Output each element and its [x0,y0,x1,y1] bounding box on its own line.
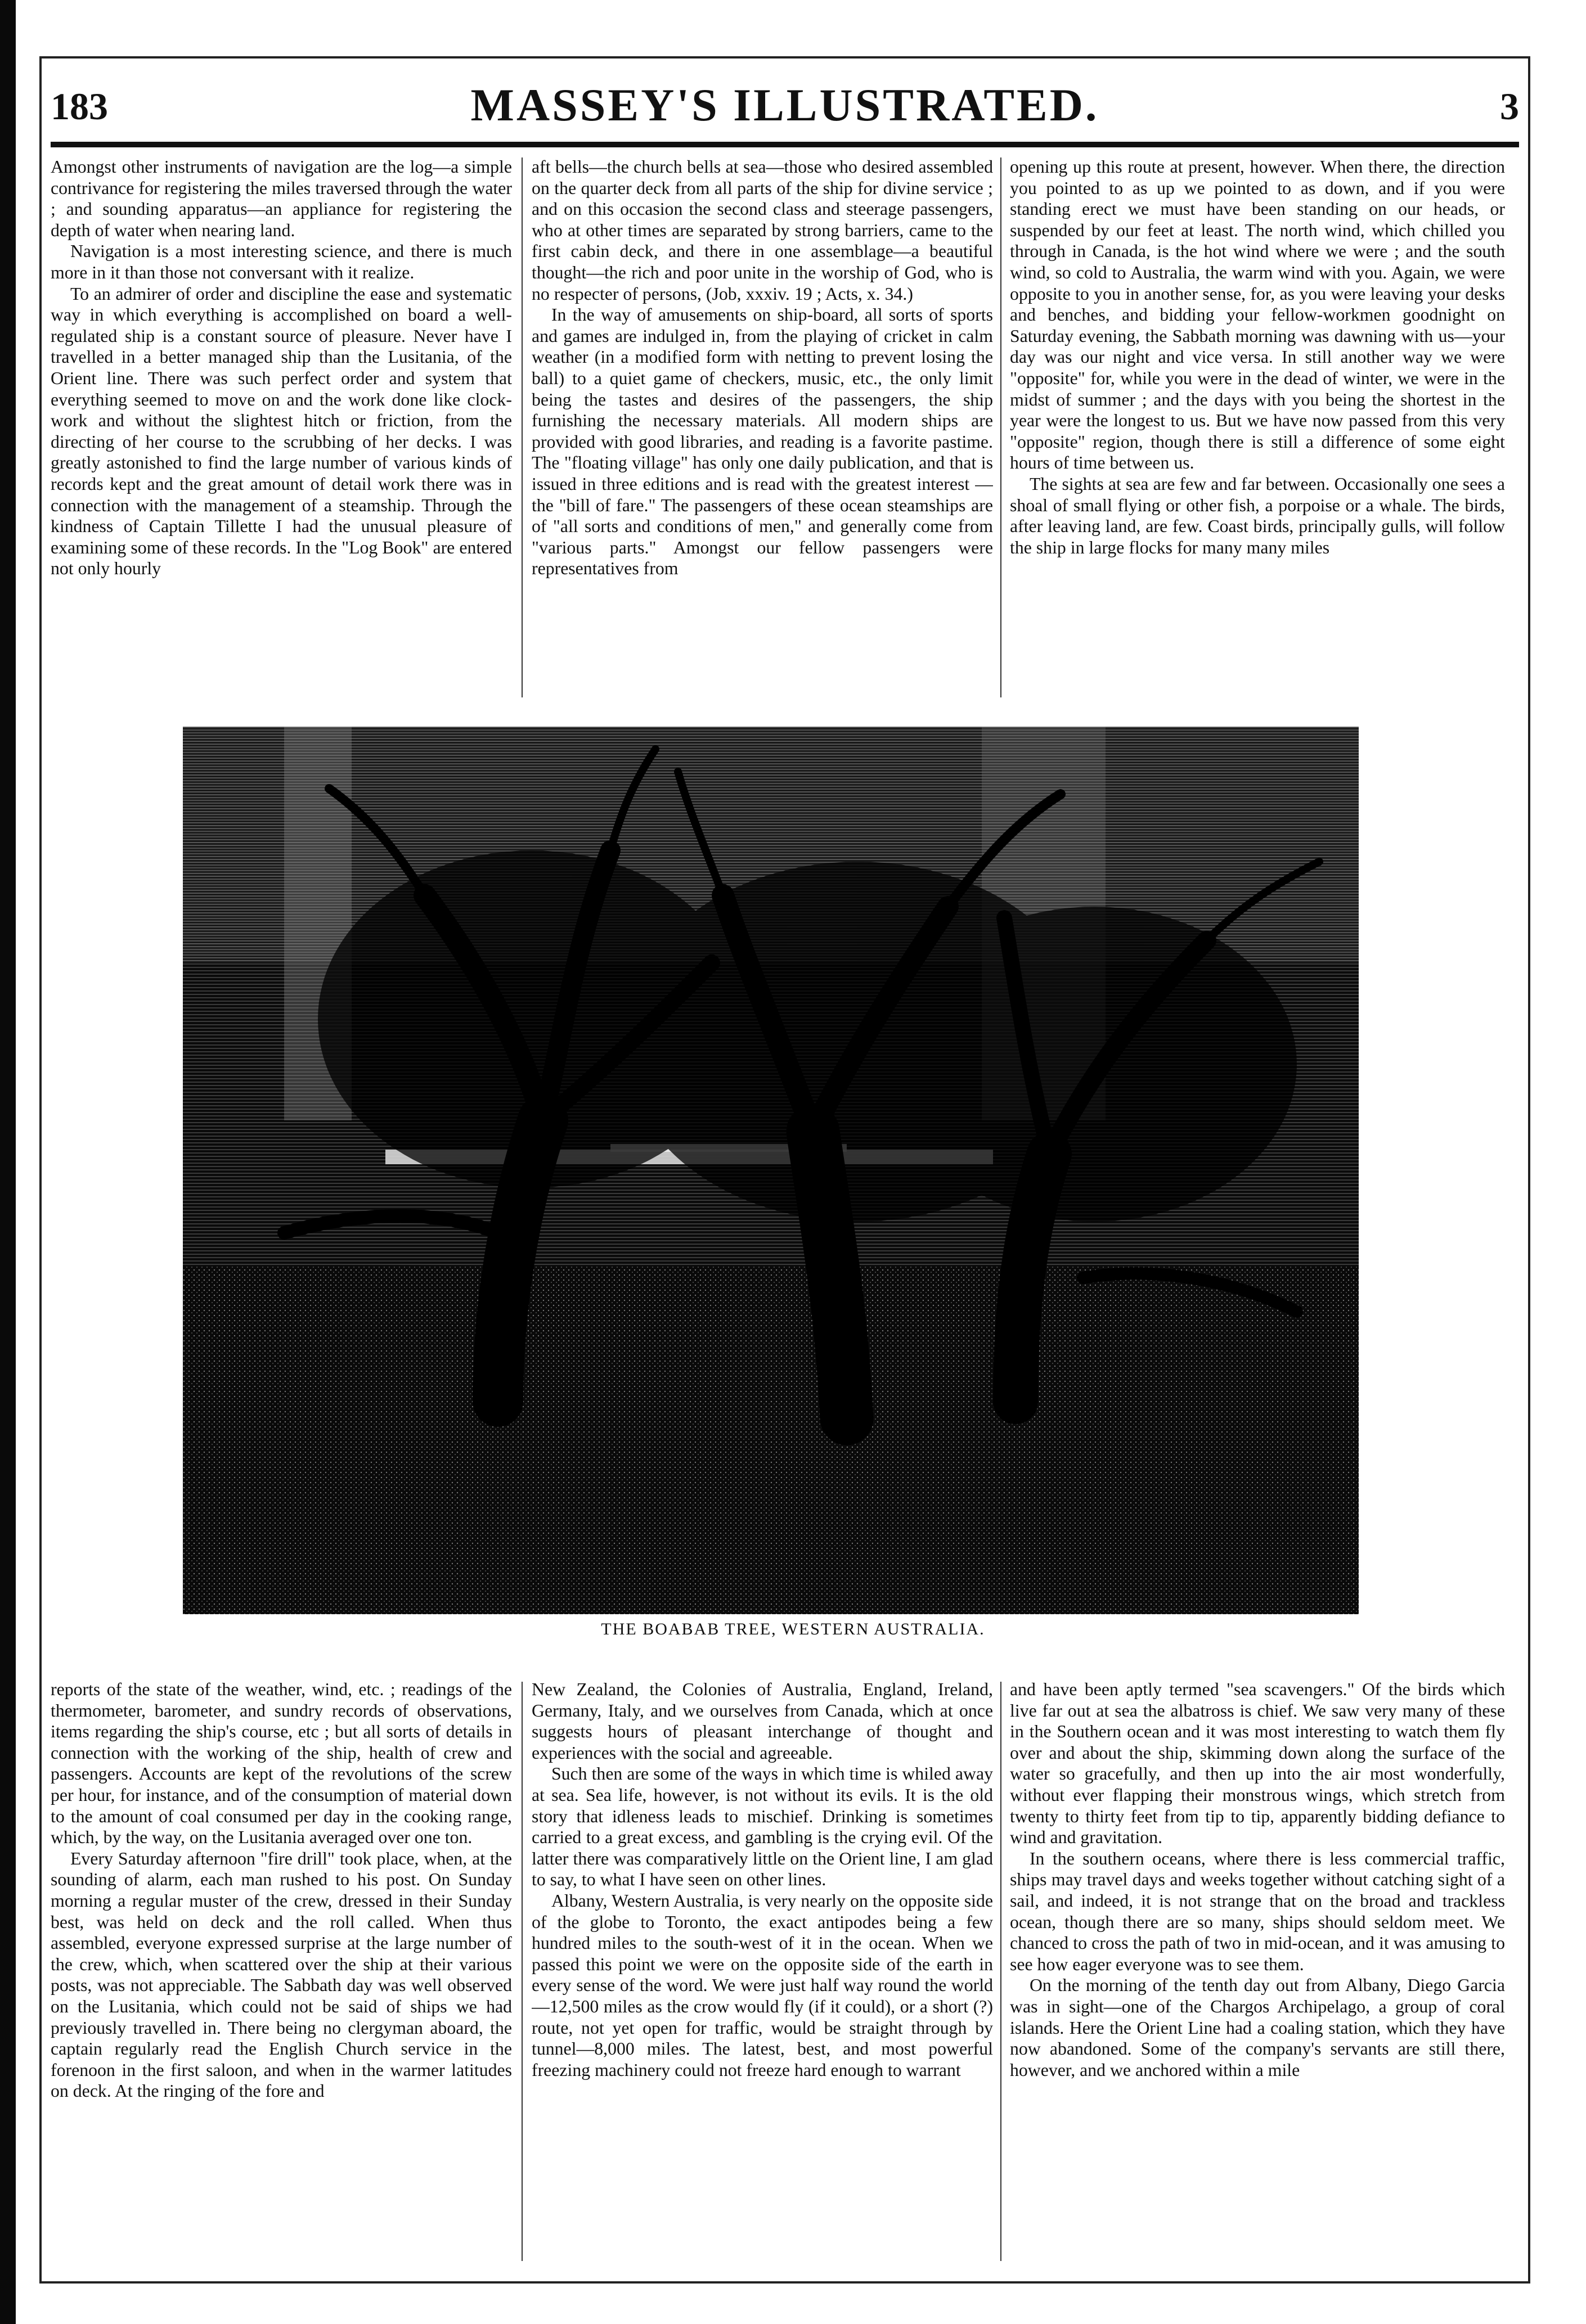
paragraph: Amongst other instruments of navigation are the log—a simple contrivance for registering the miles traversed through the water ; and sounding apparatus—an appliance for registering the depth of water when nearing land. [51,157,512,240]
paragraph: Such then are some of the ways in which time is whiled away at sea. Sea life, however, is not without its evils. It is the old story that idleness leads to mischief. Drinking is sometimes carried to a great excess, and gambling is the crying evil. Of the latter there was comparatively little on the Orient line, I am glad to say, to what I have seen on other lines. [532,1764,993,1890]
paragraph: In the way of amusements on ship-board, all sorts of sports and games are indulged in, from the playing of cricket in calm weather (in a modified form with netting to prevent losing the ball) to a quiet game of checkers, music, etc., the only limit being the tastes and desires of the passengers, the ship furnishing the necessary materials. All modern ships are provided with good libraries, and reading is a favorite pastime. The "floating village" has only one daily publication, and that is issued in three editions and is read with the greatest interest —the "bill of fare." The passengers of these ocean steamships are of "all sorts and conditions of men," and generally come from "various parts." Amongst our fellow passengers were representatives from [532,305,993,579]
publication-title: MASSEY'S ILLUSTRATED. [470,79,1099,130]
paragraph: Albany, Western Australia, is very nearly on the opposite side of the globe to Toronto, the exact antipodes being a few hundred miles to the south-west of it in the ocean. When we passed this point we were on the opposite side of the earth in every sense of the word. We were just half way round the world—12,500 miles as the crow would fly (if it could), or a short (?) route, not yet open for traffic, would be straight through by tunnel—8,000 miles. The latest, best, and most powerful freezing machinery could not freeze hard enough to warrant [532,1890,993,2080]
top-column-2 [532,156,993,702]
paragraph: The sights at sea are few and far between. Occasionally one sees a shoal of small flying or other fish, a porpoise or a whale. The birds, after leaving land, are few. Coast birds, principally gulls, will follow the ship in large flocks for many many miles [1010,474,1505,557]
paragraph: Navigation is a most interesting science, and there is much more in it than those not conversant with it realize. [51,241,512,282]
column-divider [1000,157,1001,697]
bottom-column-1 [51,1679,512,2269]
paragraph: New Zealand, the Colonies of Australia, England, Ireland, Germany, Italy, and we ourselves from Canada, which at once suggests hours of pleasant interchange of thought and experiences with the social and agreeable. [532,1679,993,1763]
paragraph: aft bells—the church bells at sea—those who desired assembled on the quarter deck from all parts of the ship for divine service ; and on this occasion the second class and steerage passengers, who at other times are separated by strong barriers, came to the first cabin deck, and there in one assemblage—a beautiful thought—the rich and poor unite in the worship of God, who is no respecter of persons, (Job, xxxiv. 19 ; Acts, x. 34.) [532,157,993,304]
page-number-left: 183 [51,85,108,128]
column-divider [522,1682,523,2261]
paragraph: To an admirer of order and discipline the ease and systematic way in which everything is accomplished on board a well-regulated ship is a constant source of pleasure. Never have I travelled in a better managed ship than the Lusitania, of the Orient line. There was such perfect order and system that everything seemed to move on and the work done like clock-work and without the slightest hitch or friction, from the directing of her course to the scrubbing of her decks. I was greatly astonished to find the large number of various kinds of records kept and the great amount of detail work there was in connection with the management of a steamship. Through the kindness of Captain Tillette I had the unusual pleasure of examining some of these records. In the "Log Book" are entered not only hourly [51,283,512,579]
paragraph: opening up this route at present, however. When there, the direction you pointed to as up we pointed to as down, and if you were standing erect we must have been standing on our heads, or suspended by our feet at least. The north wind, which chilled you through in Canada, is the hot wind where we were ; and the south wind, so cold to Australia, the warm wind with you. Again, we were opposite to you in another sense, for, as you were leaving your desks and benches, and bidding your fellow-workmen goodnight on Saturday evening, the Sabbath morning was dawning with us—your day was our night and vice versa. In still another way we were "opposite" for, while you were in the dead of winter, we were in the midst of summer ; and the days with you being the shortest in the year were the longest to us. But we have now passed from this very "opposite" region, though there is still a difference of some eight hours of time between us. [1010,157,1505,473]
column-divider [522,157,523,697]
paragraph: On the morning of the tenth day out from Albany, Diego Garcia was in sight—one of the Chargos Archipelago, a group of coral islands. Here the Orient Line had a coaling station, which they have now abandoned. Some of the company's servants are still there, however, and we anchored within a mile [1010,1975,1505,2080]
paragraph: In the southern oceans, where there is less commercial traffic, ships may travel days and weeks together without catching sight of a sail, and indeed, it is not strange that on the broad and trackless ocean, though there are so many, ships should seldom meet. We chanced to cross the path of two in mid-ocean, and it was amusing to see how eager everyone was to see them. [1010,1848,1505,1974]
paragraph: reports of the state of the weather, wind, etc. ; readings of the thermometer, barometer, and sundry records of observations, items regarding the ship's course, etc ; but all sorts of details in connection with the working of the ship, health of crew and passengers. Accounts are kept of the revolutions of the screw per hour, for instance, and of the consumption of material down to the amount of coal consumed per day in the cooking range, which, by the way, on the Lusitania averaged over one ton. [51,1679,512,1848]
top-column-3 [1010,156,1505,702]
column-divider [1000,1682,1001,2261]
bottom-column-3 [1010,1679,1505,2269]
paragraph: Every Saturday afternoon "fire drill" took place, when, at the sounding of alarm, each man rushed to his post. On Sunday morning a regular muster of the crew, dressed in their Sunday best, was held on deck and the roll called. When thus assembled, everyone expressed surprise at the large number of the crew, which, when scattered over the ship at their various posts, was not appreciable. The Sabbath day was well observed on the Lusitania, which could not be said of ships we had previously travelled in. There being no clergyman aboard, the captain regularly read the English Church service in the forenoon in the first saloon, and when in the warmer latitudes on deck. At the ringing of the fore and [51,1848,512,2101]
scan-edge-bar [0,0,16,2324]
paragraph: and have been aptly termed "sea scavengers." Of the birds which live far out at sea the albatross is chief. We saw very many of these in the Southern ocean and it was most interesting to watch them fly over and about the ship, skimming down along the surface of the water so gracefully, and then up into the air most wonderfully, without ever flapping their monstrous wings, which stretch from twenty to thirty feet from tip to tip, apparently bidding defiance to wind and gravitation. [1010,1679,1505,1848]
illustration-caption: THE BOABAB TREE, WESTERN AUSTRALIA. [601,1620,985,1638]
masthead-rule [51,142,1519,147]
boabab-tree-engraving [183,727,1359,1614]
masthead [51,79,1519,141]
bottom-column-2 [532,1679,993,2269]
page-number-right: 3 [1500,85,1519,128]
top-column-1 [51,156,512,702]
